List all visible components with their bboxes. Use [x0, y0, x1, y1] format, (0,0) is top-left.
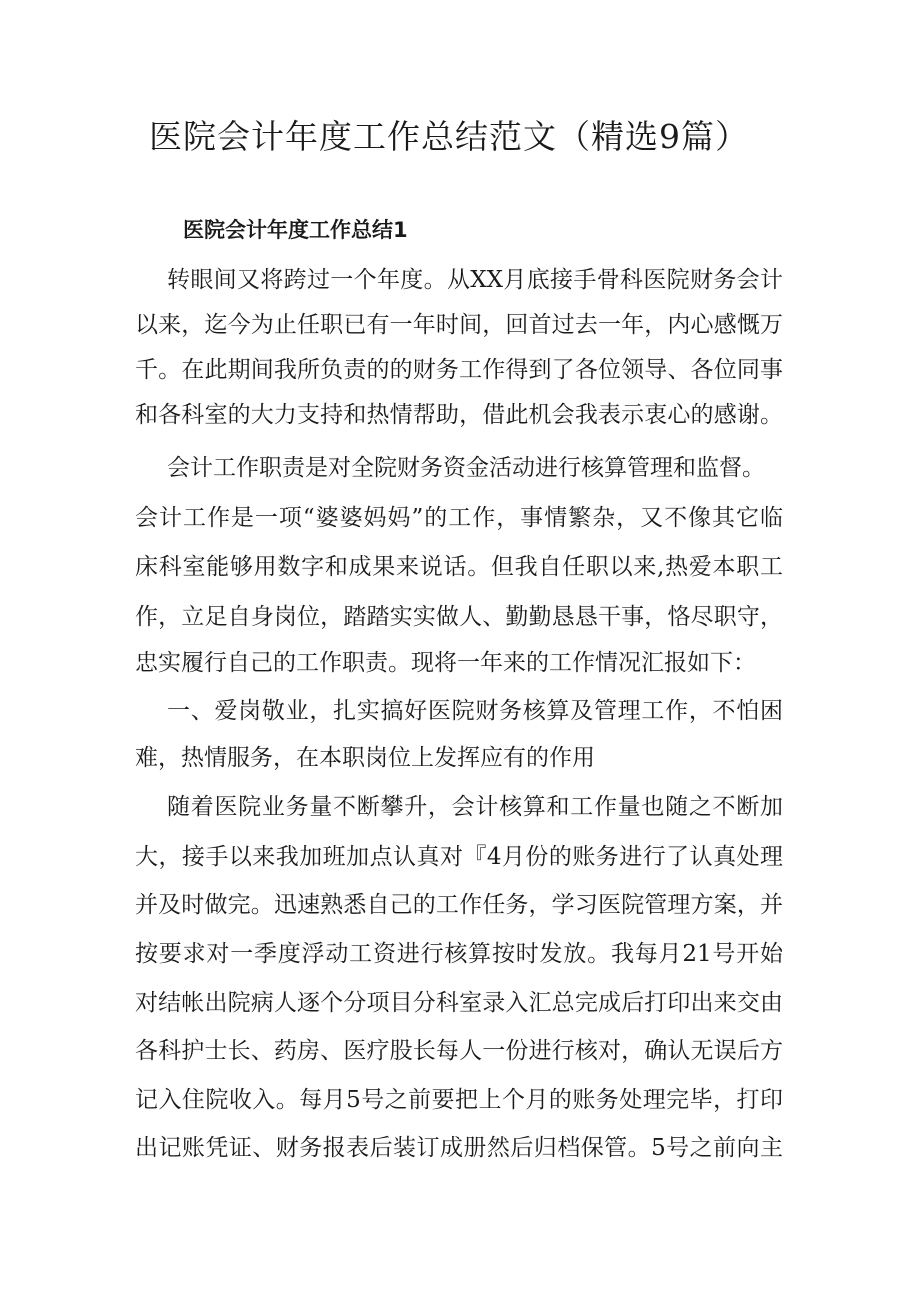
text-line: 并及时做完。迅速熟悉自己的工作任务，学习医院管理方案，并: [135, 892, 783, 918]
text-line: 会计工作职责是对全院财务资金活动进行核算管理和监督。: [167, 455, 765, 481]
text-line: 各科护士长、药房、医疗股长每人一份进行核对，确认无误后方: [135, 1038, 783, 1064]
text-line: 出记账凭证、财务报表后装订成册然后归档保管。5号之前向主: [135, 1135, 783, 1161]
text-line: 大，接手以来我加班加点认真对『4月份的账务进行了认真处理: [135, 844, 783, 870]
text-line: 以来，迄今为止任职已有一年时间，回首过去一年，内心感慨万: [135, 312, 783, 338]
text-line: 忠实履行自己的工作职责。现将一年来的工作情况汇报如下：: [135, 650, 756, 676]
text-line: 一、爱岗敬业，扎实搞好医院财务核算及管理工作，不怕困: [167, 698, 783, 724]
text-line: 按要求对一季度浮动工资进行核算按时发放。我每月21号开始: [135, 941, 783, 967]
text-line: 作，立足自身岗位，踏踏实实做人、勤勤恳恳干事，恪尽职守，: [135, 604, 783, 630]
document-title: 医院会计年度工作总结范文（精选9篇）: [149, 117, 749, 156]
text-line: 床科室能够用数字和成果来说话。但我自任职以来,热爱本职工: [135, 554, 783, 580]
text-line: 转眼间又将跨过一个年度。从XX月底接手骨科医院财务会计: [167, 267, 783, 293]
section-heading: 医院会计年度工作总结1: [183, 218, 408, 242]
text-line: 难，热情服务，在本职岗位上发挥应有的作用: [135, 745, 595, 771]
text-line: 和各科室的大力支持和热情帮助，借此机会我表示衷心的感谢。: [135, 402, 783, 428]
text-line: 会计工作是一项“婆婆妈妈”的工作，事情繁杂，又不像其它临: [135, 505, 783, 531]
text-line: 千。在此期间我所负责的的财务工作得到了各位领导、各位同事: [135, 357, 783, 383]
text-line: 记入住院收入。每月5号之前要把上个月的账务处理完毕，打印: [135, 1087, 783, 1113]
text-line: 随着医院业务量不断攀升，会计核算和工作量也随之不断加: [167, 794, 783, 820]
text-line: 对结帐出院病人逐个分项目分科室录入汇总完成后打印出来交由: [135, 990, 783, 1016]
